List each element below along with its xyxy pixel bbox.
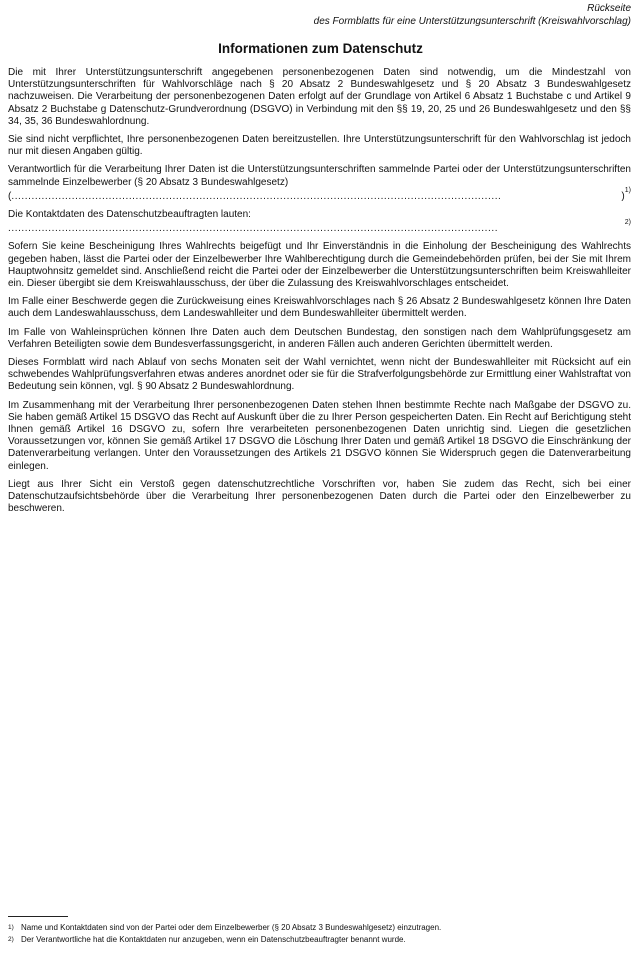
footnote-2-text: Der Verantwortliche hat die Kontaktdaten nur anzugeben, wenn ein Datenschutzbeauftragter benannt wurde. (21, 935, 406, 944)
footnote-2 (8, 934, 628, 945)
header-side-label: Rückseite (587, 3, 631, 14)
footnote-1-text: Name und Kontaktdaten sind von der Partei oder dem Einzelbewerber (§ 20 Absatz 3 Bundeswahlgesetz) einzutragen. (21, 923, 442, 932)
footnote-ref-1: 1) (624, 186, 631, 194)
page-header (314, 2, 631, 28)
paragraph-supervisory: Liegt aus Ihrer Sicht ein Verstoß gegen datenschutzrechtliche Vorschriften vor, haben Sie zudem das Recht, sich bei einer Datenschutzaufsichtsbehörde über die Verarbeitung Ihrer personenbezogenen Daten durch die Partei oder den Einzelbewerber zu beschweren. (8, 478, 631, 515)
paragraph-complaint: Im Falle einer Beschwerde gegen die Zurückweisung eines Kreiswahlvorschlages nach § 26 Absatz 2 Bundeswahlgesetz können Ihre Daten auch dem Landeswahlausschuss, dem Landeswahlleiter und dem Bundeswahlleiter übermittelt werden. (8, 296, 631, 320)
paragraph-purpose: Die mit Ihrer Unterstützungsunterschrift angegebenen personenbezogenen Daten sind notwendig, um die Mindestzahl von Unterstützungsunterschriften für Wahlvorschläge nach § 20 Absatz 2 Bundeswahlgesetz und § 20 Absatz 3 Bundeswahlgesetz nachzuweisen. Die Verarbeitung der personenbezogenen Daten erfolgt auf der Grundlage von Artikel 6 Absatz 1 Buchstabe c und Artikel 9 Absatz 2 Buchstabe g Datenschutz-Grundverordnung (DSGVO) in Verbindung mit den §§ 19, 20, 25 und 26 Bundeswahlgesetz und den §§ 34, 35, 36 Bundeswahlordnung. (8, 67, 631, 127)
fill-line-close: ) (621, 190, 625, 202)
paragraph-rights: Im Zusammenhang mit der Verarbeitung Ihrer personenbezogenen Daten stehen Ihnen bestimmte Rechte nach Maßgabe der DSGVO zu. Sie haben gemäß Artikel 15 DSGVO das Recht auf Auskunft über die zu Ihrer Person gespeicherten Daten. Ein Recht auf Berichtigung steht Ihnen gemäß Artikel 16 DSGVO zu, sofern Ihre verarbeiteten personenbezogenen Daten unrichtig sind. Liegen die gesetzlichen Voraussetzungen vor, können Sie gemäß Artikel 17 DSGVO die Löschung Ihrer Daten und gemäß Artikel 18 DSGVO die Einschränkung der Datenverarbeitung verlangen. Unter den Voraussetzungen des Artikels 21 DSGVO können Sie Widerspruch gegen die Datenverarbeitung einlegen. (8, 399, 631, 472)
paragraph-dpo: Die Kontaktdaten des Datenschutzbeauftragten lauten: (8, 209, 251, 221)
paragraph-responsible: Verantwortlich für die Verarbeitung Ihrer Daten ist die Unterstützungsunterschriften sammelnde Partei oder der Unterstützungsunterschriften sammelnde Einzelbewerber (§ 20 Absatz 3 Bundeswahlgesetz) (8, 164, 631, 188)
footnote-1-mark: 1) (8, 924, 14, 931)
footnote-2-mark: 2) (8, 936, 14, 943)
page-title: Informationen zum Datenschutz (218, 41, 423, 56)
document-body (8, 67, 631, 522)
footnote-ref-2: 2) (624, 219, 631, 227)
footnote-1 (8, 922, 628, 933)
paragraph-objections: Im Falle von Wahleinsprüchen können Ihre Daten auch dem Deutschen Bundestag, den sonstigen nach dem Wahlprüfungsgesetz am Verfahren Beteiligten sowie dem Bundesverfassungsgericht, in anderen Fällen auch anderen Gerichten übermittelt werden. (8, 326, 631, 350)
dotted-leader (11, 191, 621, 203)
dpo-fill-line (8, 219, 631, 235)
paragraph-process: Sofern Sie keine Bescheinigung Ihres Wahlrechts beigefügt und Ihr Einverständnis in die Einholung der Bescheinigung des Wahlrechts gegeben haben, lässt die Partei oder der Einzelbewerber Ihre Wahlberechtigung durch die Gemeindebehörden prüfen, bei der Sie mit Ihrem Hauptwohnsitz gemeldet sind. Anschließend reicht die Partei oder der Einzelbewerber die Unterstützungsunterschriften beim Kreiswahlleiter ein. Dieser übergibt sie dem Kreiswahlausschuss, der über die Zulassung des Kreiswahlvorschlages entscheidet. (8, 241, 631, 290)
paragraph-retention: Dieses Formblatt wird nach Ablauf von sechs Monaten seit der Wahl vernichtet, wenn nicht der Bundeswahlleiter mit Rücksicht auf ein schwebendes Wahlprüfungsverfahren etwas anderes anordnet oder sie für die Strafverfolgungsbehörde zur Ermittlung einer Wahlstraftat von Bedeutung sein können, vgl. § 90 Absatz 2 Bundeswahlordnung. (8, 357, 631, 393)
footnote-divider (8, 916, 68, 917)
responsible-fill-line (8, 186, 631, 203)
paragraph-voluntary: Sie sind nicht verpflichtet, Ihre personenbezogenen Daten bereitzustellen. Ihre Unterstützungsunterschrift für den Wahlvorschlag ist jedoch nur mit diesen Angaben gültig. (8, 134, 631, 158)
dotted-leader (8, 223, 625, 235)
header-form-label: des Formblatts für eine Unterstützungsunterschrift (Kreiswahlvorschlag) (313, 16, 631, 27)
fill-line-open: ( (8, 190, 12, 202)
